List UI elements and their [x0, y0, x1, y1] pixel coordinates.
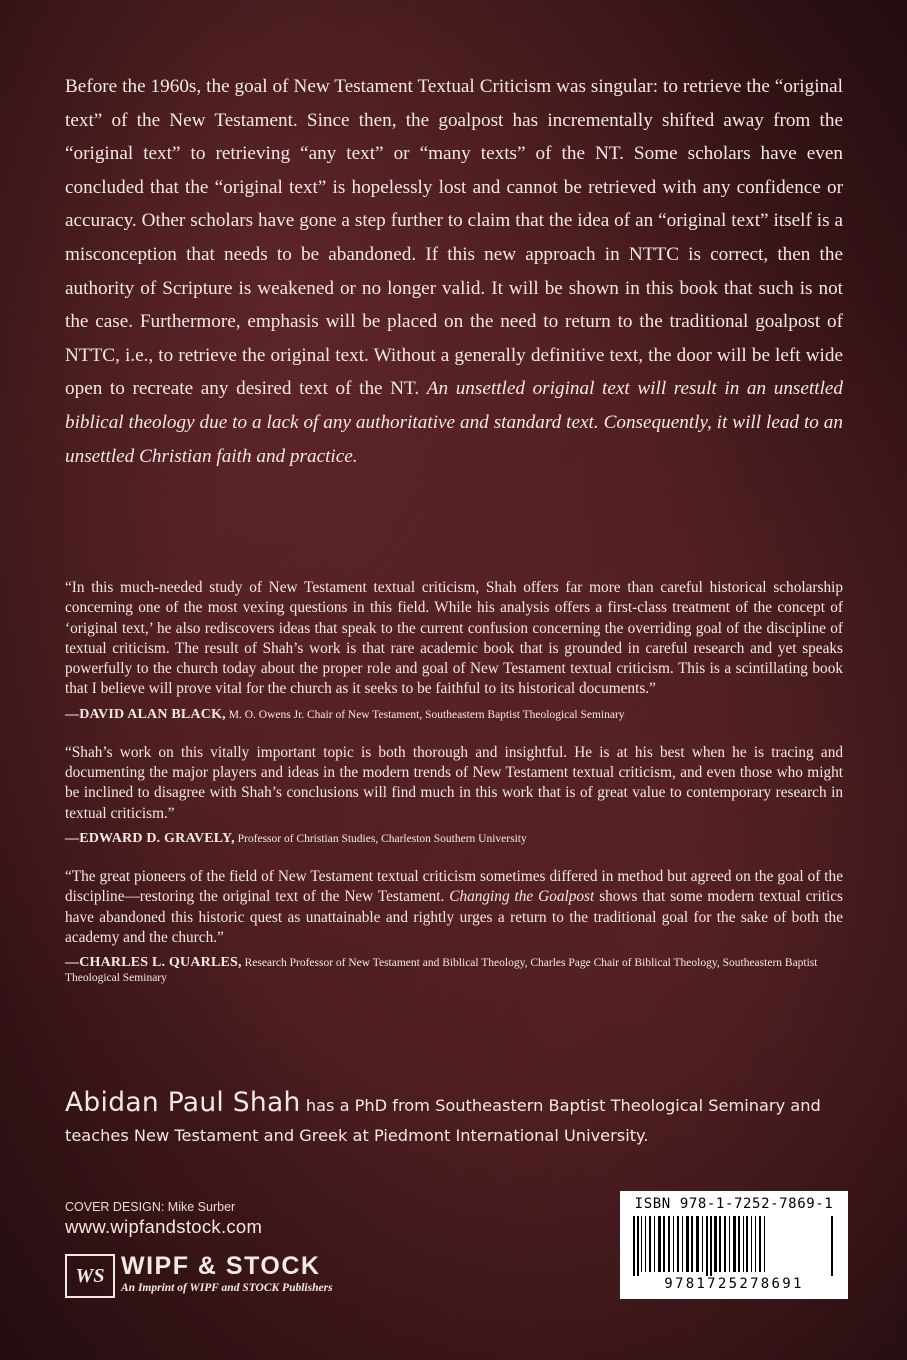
barcode-bar [751, 1216, 752, 1272]
barcode-bar [755, 1216, 756, 1272]
publisher-block [65, 1252, 333, 1298]
endorsement-black [65, 578, 843, 723]
barcode-bar [686, 1216, 689, 1272]
isbn-barcode-box [620, 1191, 848, 1299]
publisher-name: WIPF & STOCK [121, 1252, 321, 1280]
barcode-bar [702, 1216, 703, 1272]
endorsement-quote-part: shows that some modern textual critics have abandoned this historic quest as unattainable and rightly urges a return to the traditional goal for the sake of both the academy and the church.” [65, 888, 844, 946]
barcode-bar [658, 1216, 661, 1272]
barcode-digits: 9781725278691 [664, 1276, 804, 1292]
cover-design-credit: COVER DESIGN: Mike Surber [65, 1200, 236, 1214]
barcode-bar [764, 1216, 765, 1272]
endorsement-attribution [65, 707, 843, 723]
isbn-label: ISBN 978-1-7252-7869-1 [634, 1196, 834, 1212]
barcode-bar [668, 1216, 670, 1272]
endorsements [65, 578, 843, 1006]
endorser-title: M. O. Owens Jr. Chair of New Testament, Southeastern Baptist Theological Seminary [228, 708, 625, 721]
barcode-bar [759, 1216, 761, 1272]
author-bio-text: has a PhD from Southeastern Baptist Theological Seminary and teaches New Testament and Greek at Piedmont International University. [65, 1096, 821, 1145]
endorser-title: Professor of Christian Studies, Charleston Southern University [237, 832, 527, 845]
publisher-website: www.wipfandstock.com [65, 1216, 263, 1237]
barcode-bar [719, 1216, 721, 1272]
endorsement-quote [65, 867, 843, 948]
barcode-bar [641, 1216, 642, 1272]
barcode-bar [729, 1216, 730, 1272]
book-title-italic: Changing the Goalpost [449, 888, 595, 906]
publisher-imprint: An Imprint of WIPF and STOCK Publishers [121, 1282, 333, 1294]
barcode-bar [637, 1216, 639, 1276]
endorser-title: Research Professor of New Testament and Biblical Theology, Charles Page Chair of Biblical Theology, Southeastern Baptist Theological Seminary [65, 957, 818, 985]
barcode-bar [645, 1216, 646, 1272]
endorser-name: —DAVID ALAN BLACK, [65, 706, 226, 722]
barcode-bar [743, 1216, 744, 1272]
barcode-bar [682, 1216, 683, 1272]
barcode-bar [696, 1216, 699, 1272]
blurb-emphasis-text: An unsettled original text will result in an unsettled biblical theology due to a lack of any authoritative and standard text. Consequently, it will lead to an unsettled Christian faith and practice. [65, 378, 844, 467]
barcode-bar [633, 1216, 635, 1276]
author-name: Abidan Paul Shah [65, 1087, 301, 1118]
publisher-logo-icon: WS [65, 1254, 115, 1298]
barcode-bar [677, 1216, 679, 1272]
endorsement-attribution [65, 831, 843, 847]
barcode-bar [746, 1216, 748, 1272]
barcode-bar [706, 1216, 708, 1276]
book-blurb [65, 70, 843, 473]
barcode-bar [663, 1216, 665, 1272]
barcode-bar [691, 1216, 693, 1272]
endorser-name: —EDWARD D. GRAVELY, [65, 830, 235, 846]
author-bio [65, 1088, 855, 1151]
barcode-bar [733, 1216, 736, 1272]
blurb-main-text: Before the 1960s, the goal of New Testament Textual Criticism was singular: to retrieve the “original text” of the New Testament. Since then, the goalpost has incrementally shifted away from the “original text” to retrieving “any text” or “many texts” of the NT. Some scholars have even concluded that the “original text” is hopelessly lost and cannot be retrieved with any confidence or accuracy. Other scholars have gone a step further to claim that the idea of an “original text” itself is a misconception that needs to be abandoned. If this new approach in NTTC is correct, then the authority of Scripture is weakened or no longer valid. It will be shown in this book that such is not the case. Furthermore, emphasis will be placed on the need to return to the traditional goalpost of NTTC, i.e., to retrieve the original text. Without a generally definitive text, the door will be left wide open to recreate any desired text of the NT. [65, 76, 843, 400]
barcode-bar [724, 1216, 726, 1272]
barcode-bar [673, 1216, 674, 1272]
endorsement-quote: “In this much-needed study of New Testament textual criticism, Shah offers far more than careful historical scholarship concerning one of the most vexing questions in this field. While his analysis offers a first-class treatment of the concept of ‘original text,’ he also rediscovers ideas that speak to the current confusion concerning the overriding goal of the discipline of textual criticism. The result of Shah’s work is that rare academic book that is grounded in careful research and yet speaks powerfully to the church today about the proper role and goal of New Testament textual criticism. This is a scintillating book that I believe will prove vital for the church as it seeks to be faithful to its historical documents.” [65, 579, 843, 698]
endorsement-attribution [65, 955, 843, 986]
endorsement-quote: “Shah’s work on this vitally important topic is both thorough and insightful. He is at his best when he is tracing and documenting the major players and ideas in the modern trends of New Testament textual criticism, and even those who might be inclined to disagree with Shah’s conclusions will find much in this work that is of great value to contemporary research in textual criticism.” [65, 743, 843, 822]
endorsement-gravely [65, 743, 843, 847]
barcode-bar [831, 1216, 833, 1276]
endorsement-quarles [65, 867, 843, 986]
barcode-bar [738, 1216, 740, 1272]
endorser-name: —CHARLES L. QUARLES, [65, 955, 242, 971]
barcode-graphic [631, 1216, 837, 1276]
barcode-bar [714, 1216, 717, 1272]
barcode-bar [654, 1216, 655, 1272]
barcode-bar [649, 1216, 651, 1272]
endorsement-quote-part: “The great pioneers of the field of New Testament textual criticism sometimes differed in method but agreed on the goal of the discipline—restoring the original text of the New Testament. [65, 867, 843, 906]
barcode-bar [710, 1216, 712, 1276]
publisher-text [121, 1252, 333, 1296]
credits [65, 1200, 262, 1238]
